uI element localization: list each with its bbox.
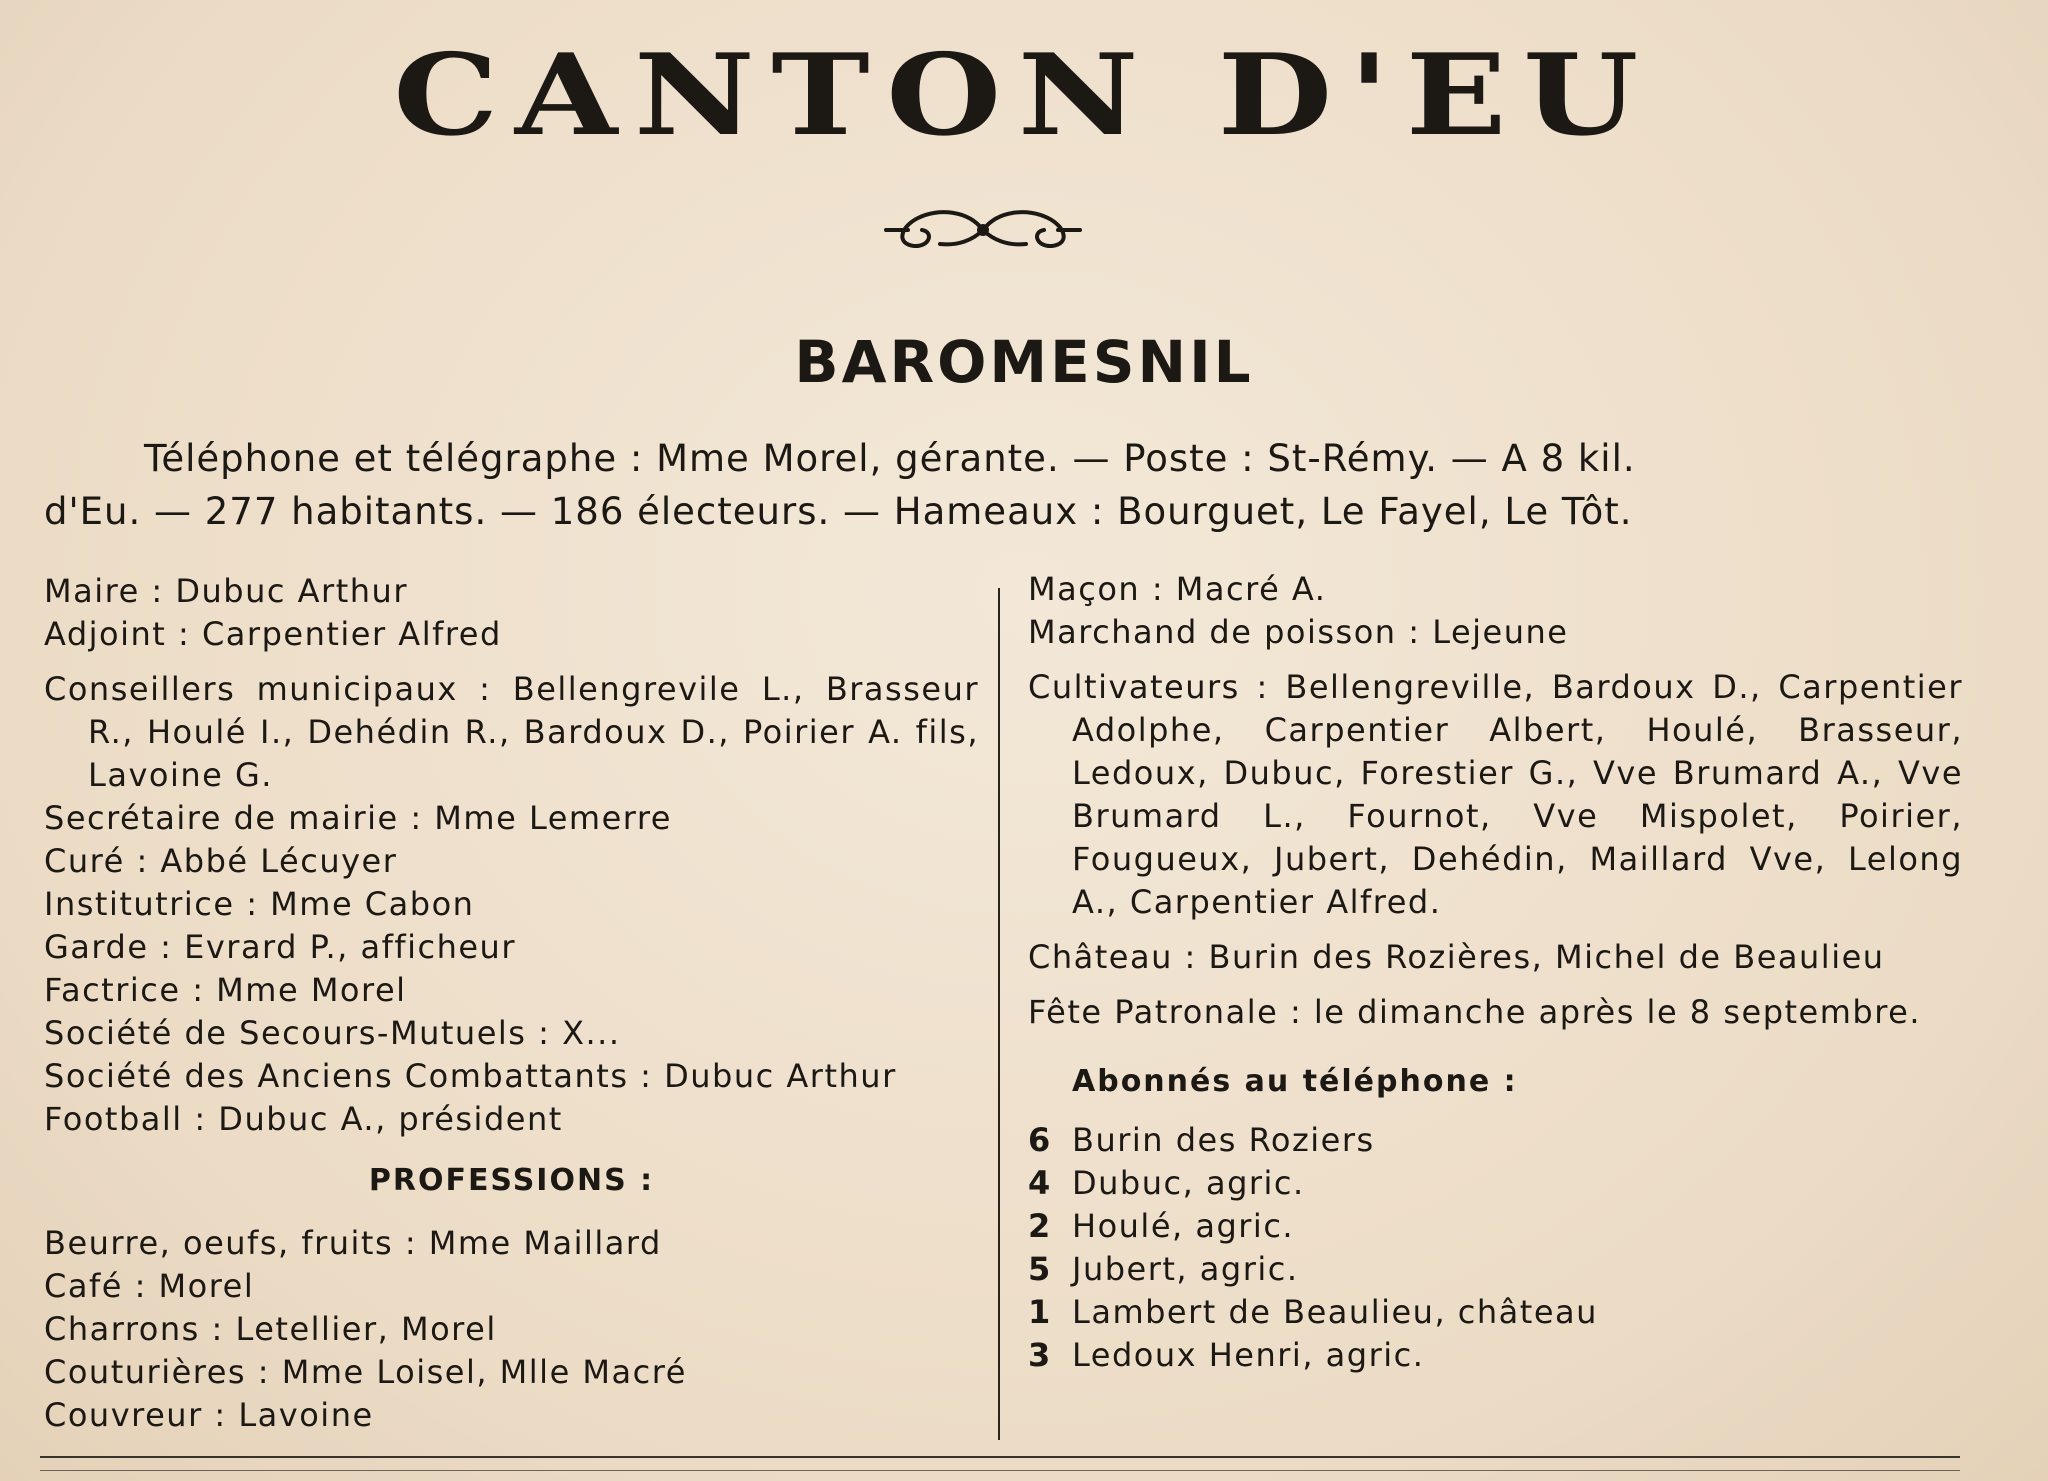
subscriber-number: 5	[1028, 1250, 1052, 1288]
canton-title: CANTON D'EU	[393, 30, 1655, 161]
intro-line-1: Téléphone et télégraphe : Mme Morel, gérante. — Poste : St-Rémy. — A 8 kil.	[144, 437, 1636, 480]
entry-football: Football : Dubuc A., président	[44, 1100, 563, 1138]
subscriber-number: 6	[1028, 1121, 1052, 1159]
profession-item: Charrons : Letellier, Morel	[44, 1310, 497, 1348]
phone-subscribers-heading: Abonnés au téléphone :	[1072, 1064, 1518, 1099]
profession-item: Café : Morel	[44, 1267, 255, 1305]
right-column	[1028, 568, 1963, 1377]
subscriber-name: Burin des Roziers	[1072, 1121, 1375, 1159]
entry-factrice: Factrice : Mme Morel	[44, 971, 407, 1009]
subscriber-number: 2	[1028, 1207, 1052, 1245]
entry-institutrice: Institutrice : Mme Cabon	[44, 885, 475, 923]
subscriber-number: 3	[1028, 1336, 1052, 1374]
town-title: BAROMESNIL	[794, 328, 1254, 396]
bottom-rule	[40, 1456, 1960, 1458]
subscriber-number: 4	[1028, 1164, 1052, 1202]
subscriber-name: Lambert de Beaulieu, château	[1072, 1293, 1598, 1331]
subscriber-row	[1028, 1119, 1963, 1162]
profession-item: Beurre, oeufs, fruits : Mme Maillard	[44, 1224, 662, 1262]
subscriber-name: Ledoux Henri, agric.	[1072, 1336, 1425, 1374]
entry-chateau: Château : Burin des Rozières, Michel de Beaulieu	[1028, 938, 1885, 976]
subscriber-name: Jubert, agric.	[1072, 1250, 1299, 1288]
entry-adjoint: Adjoint : Carpentier Alfred	[44, 615, 502, 653]
entry-cure: Curé : Abbé Lécuyer	[44, 842, 398, 880]
intro-paragraph	[44, 432, 1944, 538]
entry-cultivateurs: Cultivateurs : Bellengreville, Bardoux D., Carpentier Adolphe, Carpentier Albert, Houlé, Brasseur, Ledoux, Dubuc, Forestier G., Vve Brumard A., Vve Brumard L., Fournot, Vve Mispolet, Poirier, Fougueux, Jubert, Dehédin, Maillard Vve, Lelong A., Carpentier Alfred.	[1028, 668, 1963, 921]
profession-item: Couvreur : Lavoine	[44, 1396, 374, 1434]
subscriber-row	[1028, 1248, 1963, 1291]
entry-maire: Maire : Dubuc Arthur	[44, 572, 408, 610]
subscriber-name: Houlé, agric.	[1072, 1207, 1295, 1245]
professions-heading: PROFESSIONS :	[368, 1163, 655, 1198]
subscriber-name: Dubuc, agric.	[1072, 1164, 1305, 1202]
entry-macon: Maçon : Macré A.	[1028, 570, 1327, 608]
decorative-fleuron-icon	[878, 200, 1088, 256]
entry-marchand-poisson: Marchand de poisson : Lejeune	[1028, 613, 1569, 651]
entry-secours-mutuels: Société de Secours-Mutuels : X...	[44, 1014, 621, 1052]
subscriber-row	[1028, 1205, 1963, 1248]
intro-line-2: d'Eu. — 277 habitants. — 186 électeurs. — Hameaux : Bourguet, Le Fayel, Le Tôt.	[44, 490, 1633, 533]
profession-item: Couturières : Mme Loisel, Mlle Macré	[44, 1353, 687, 1391]
subscriber-row	[1028, 1162, 1963, 1205]
subscriber-row	[1028, 1334, 1963, 1377]
left-column	[44, 570, 979, 1437]
subscriber-row	[1028, 1291, 1963, 1334]
entry-fete-patronale: Fête Patronale : le dimanche après le 8 septembre.	[1028, 993, 1922, 1031]
entry-anciens-combattants: Société des Anciens Combattants : Dubuc Arthur	[44, 1057, 897, 1095]
subscriber-number: 1	[1028, 1293, 1052, 1331]
entry-conseillers: Conseillers municipaux : Bellengrevile L., Brasseur R., Houlé I., Dehédin R., Bardoux D., Poirier A. fils, Lavoine G.	[44, 670, 979, 794]
entry-secretaire: Secrétaire de mairie : Mme Lemerre	[44, 799, 672, 837]
column-divider	[998, 588, 1000, 1440]
bottom-rule-thin	[40, 1470, 1960, 1471]
entry-garde: Garde : Evrard P., afficheur	[44, 928, 516, 966]
